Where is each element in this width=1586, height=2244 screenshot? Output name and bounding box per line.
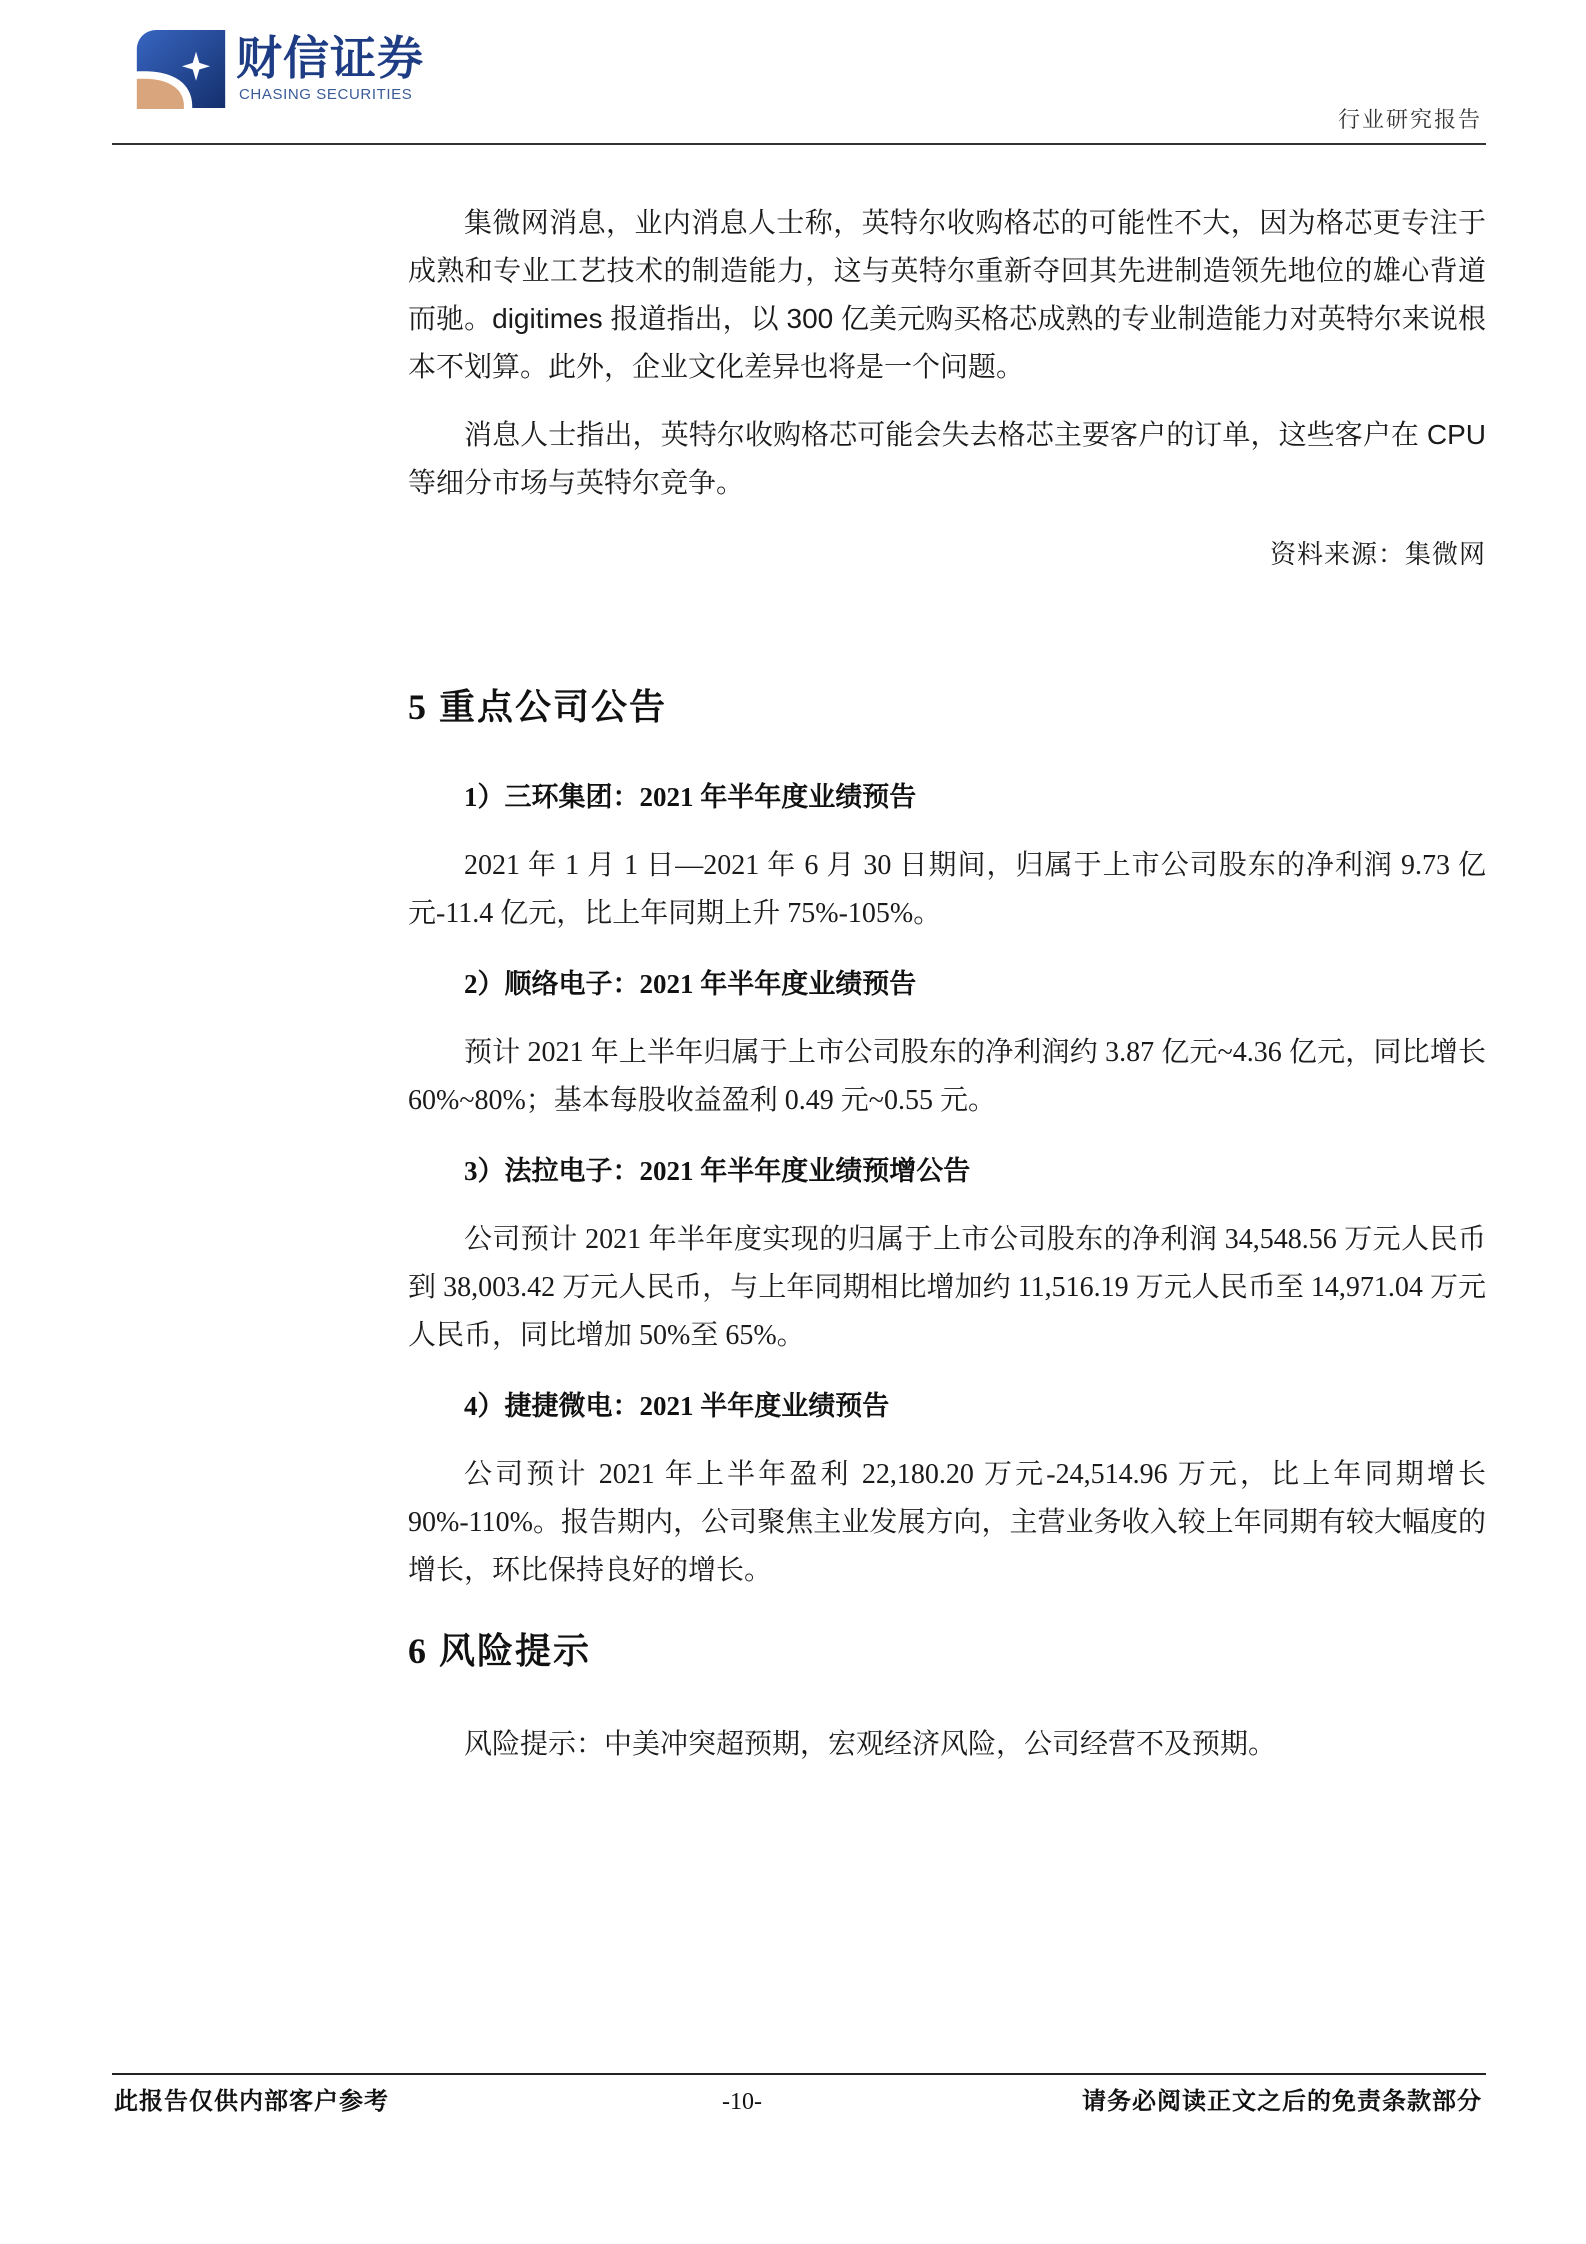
announcement-heading: 3）法拉电子：2021 年半年度业绩预增公告 — [464, 1156, 971, 1186]
chasing-securities-logo-icon — [134, 25, 228, 114]
announcement-text: 公司预计 2021 年半年度实现的归属于上市公司股东的净利润 34,548.56 万元人民币到 38,003.42 万元人民币，与上年同期相比增加约 11,516.19 万元人民币至 14,971.04 万元人民币，同比增加 50%至 65%。 — [408, 1224, 1486, 1351]
announcement-text: 预计 2021 年上半年归属于上市公司股东的净利润约 3.87 亿元~4.36 亿元，同比增长 60%~80%；基本每股收益盈利 0.49 元~0.55 元。 — [408, 1037, 1486, 1116]
announcement-text: 公司预计 2021 年上半年盈利 22,180.20 万元-24,514.96 万元，比上年同期增长 90%-110%。报告期内，公司聚焦主业发展方向，主营业务收入较上年同期有较大幅度的增长，环比保持良好的增长。 — [408, 1459, 1486, 1586]
footer-disclaimer-note: 请务必阅读正文之后的免责条款部分 — [1082, 2089, 1482, 2115]
footer-audience-note: 此报告仅供内部客户参考 — [114, 2089, 389, 2115]
logo-chinese-name: 财信证券 — [236, 32, 424, 84]
logo-english-name: CHASING SECURITIES — [239, 86, 413, 103]
report-body — [408, 199, 1486, 1769]
page-number: -10- — [722, 2089, 762, 2115]
risk-text: 风险提示：中美冲突超预期，宏观经济风险，公司经营不及预期。 — [464, 1729, 1277, 1760]
footer-divider — [112, 2073, 1486, 2075]
news-paragraph: 集微网消息，业内消息人士称，英特尔收购格芯的可能性不大，因为格芯更专注于成熟和专业工艺技术的制造能力，这与英特尔重新夺回其先进制造领先地位的雄心背道而驰。digitimes 报道指出，以 300 亿美元购买格芯成熟的专业制造能力对英特尔来说根本不划算。此外，企业文化差异也将是一个问题。 — [408, 207, 1486, 382]
announcement-item — [408, 1147, 1486, 1360]
announcement-item — [408, 960, 1486, 1125]
source-note: 资料来源：集微网 — [1269, 540, 1486, 569]
section-title: 6 风险提示 — [408, 1631, 592, 1671]
news-section — [408, 199, 1486, 579]
risk-section — [408, 1626, 1486, 1769]
announcement-text: 2021 年 1 月 1 日—2021 年 6 月 30 日期间，归属于上市公司股东的净利润 9.73 亿元-11.4 亿元，比上年同期上升 75%-105%。 — [408, 850, 1486, 929]
announcement-heading: 1）三环集团：2021 年半年度业绩预告 — [464, 782, 917, 812]
company-announcements-section — [408, 682, 1486, 1595]
announcement-heading: 4）捷捷微电：2021 半年度业绩预告 — [464, 1391, 890, 1421]
header-divider — [112, 143, 1486, 145]
announcement-heading: 2）顺络电子：2021 年半年度业绩预告 — [464, 969, 917, 999]
announcement-item — [408, 773, 1486, 938]
report-type-label: 行业研究报告 — [1337, 107, 1482, 132]
section-title: 5 重点公司公告 — [408, 687, 668, 727]
news-paragraph: 消息人士指出，英特尔收购格芯可能会失去格芯主要客户的订单，这些客户在 CPU 等细分市场与英特尔竞争。 — [408, 419, 1486, 498]
announcement-item — [408, 1382, 1486, 1595]
